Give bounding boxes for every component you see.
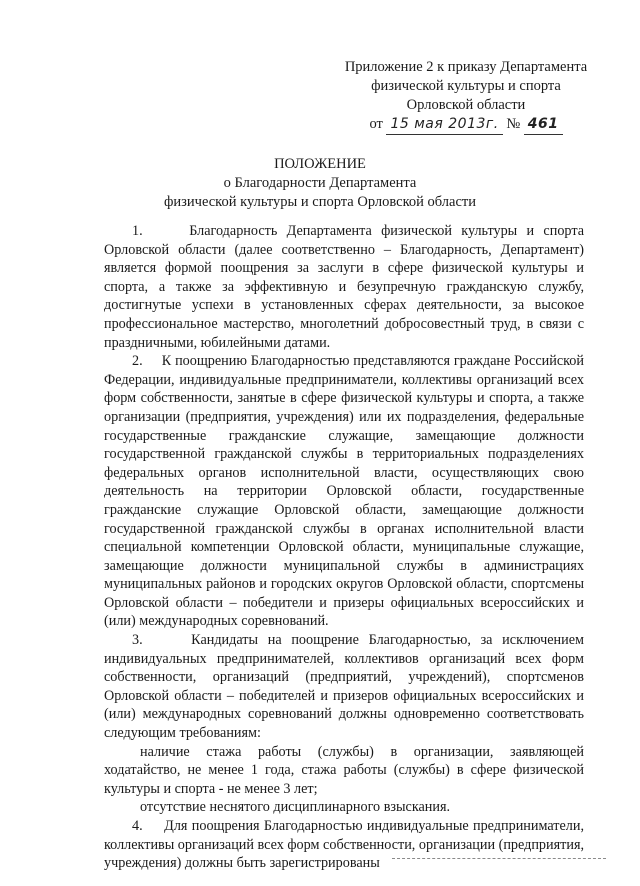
appendix-line-2: физической культуры и спорта: [371, 78, 561, 94]
handwritten-date: 15 мая 2013г.: [386, 115, 502, 135]
appendix-line-1: Приложение 2 к приказу Департамента: [344, 59, 588, 75]
requirement-2: отсутствие неснятого дисциплинарного взыскания.: [140, 799, 451, 816]
page-bottom-scan-mark: [392, 858, 606, 859]
appendix-line-3: Орловской области: [406, 97, 526, 113]
document-title: [0, 155, 640, 212]
date-prefix: от: [369, 116, 383, 132]
order-date-line: [336, 115, 596, 135]
title-line-2: о Благодарности Департамента: [223, 175, 417, 191]
handwritten-order-number: 461: [524, 115, 563, 135]
title-line-3: физической культуры и спорта Орловской области: [164, 194, 476, 210]
requirement-1: наличие стажа работы (службы) в организации, заявляющей ходатайство, не менее 1 года, стажа работы (службы) в сфере физической культуры и спорта - не менее 3 лет;: [104, 743, 584, 797]
paragraph-1: 1. Благодарность Департамента физической культуры и спорта Орловской области (далее соответственно – Благодарность, Департамент) является формой поощрения за заслуги в сфере физической культуры и спорта, а также за эффективную и безупречную гражданскую службу, достигнутые успехи в установленных сферах деятельности, за высокое профессиональное мастерство, многолетний добросовестный труд, в связи с праздничными, юбилейными датами.: [104, 223, 584, 351]
number-label: №: [506, 116, 521, 132]
paragraph-2: 2. К поощрению Благодарностью представляются граждане Российской Федерации, индивидуальные предприниматели, коллективы организаций всех форм собственности, занятые в сфере физической культуры и спорта, а также организации (предприятия, учреждения) или их подразделения, федеральные государственные гражданские служащие, замещающие должности государственной гражданской службы в территориальных подразделениях федеральных органов исполнительной власти, осуществляющих свою деятельность на территории Орловской области, государственные гражданские служащие Орловской области, замещающие должности государственной гражданской службы в органах исполнительной власти специальной компетенции Орловской области, муниципальные служащие, замещающие должности муниципальной службы в администрациях муниципальных районов и городских округов Орловской области, спортсмены Орловской области – победители и призеры официальных всероссийских и (или) международных соревнований.: [104, 353, 584, 630]
document-body: [104, 222, 584, 873]
title-line-1: ПОЛОЖЕНИЕ: [274, 156, 366, 172]
paragraph-3: 3. Кандидаты на поощрение Благодарностью, за исключением индивидуальных предпринимателей, коллективов организаций всех форм собственности, организаций (предприятий, учреждений), спортсменов Орловской области – победителей и призеров официальных всероссийских и (или) международных соревнований должны одновременно соответствовать следующим требованиям:: [104, 632, 584, 742]
appendix-header: [336, 58, 596, 135]
paragraph-4: 4. Для поощрения Благодарностью индивидуальные предприниматели, коллективы организаций всех форм собственности, организации (предприятия, учреждения) должны быть зарегистрированы: [104, 818, 585, 872]
